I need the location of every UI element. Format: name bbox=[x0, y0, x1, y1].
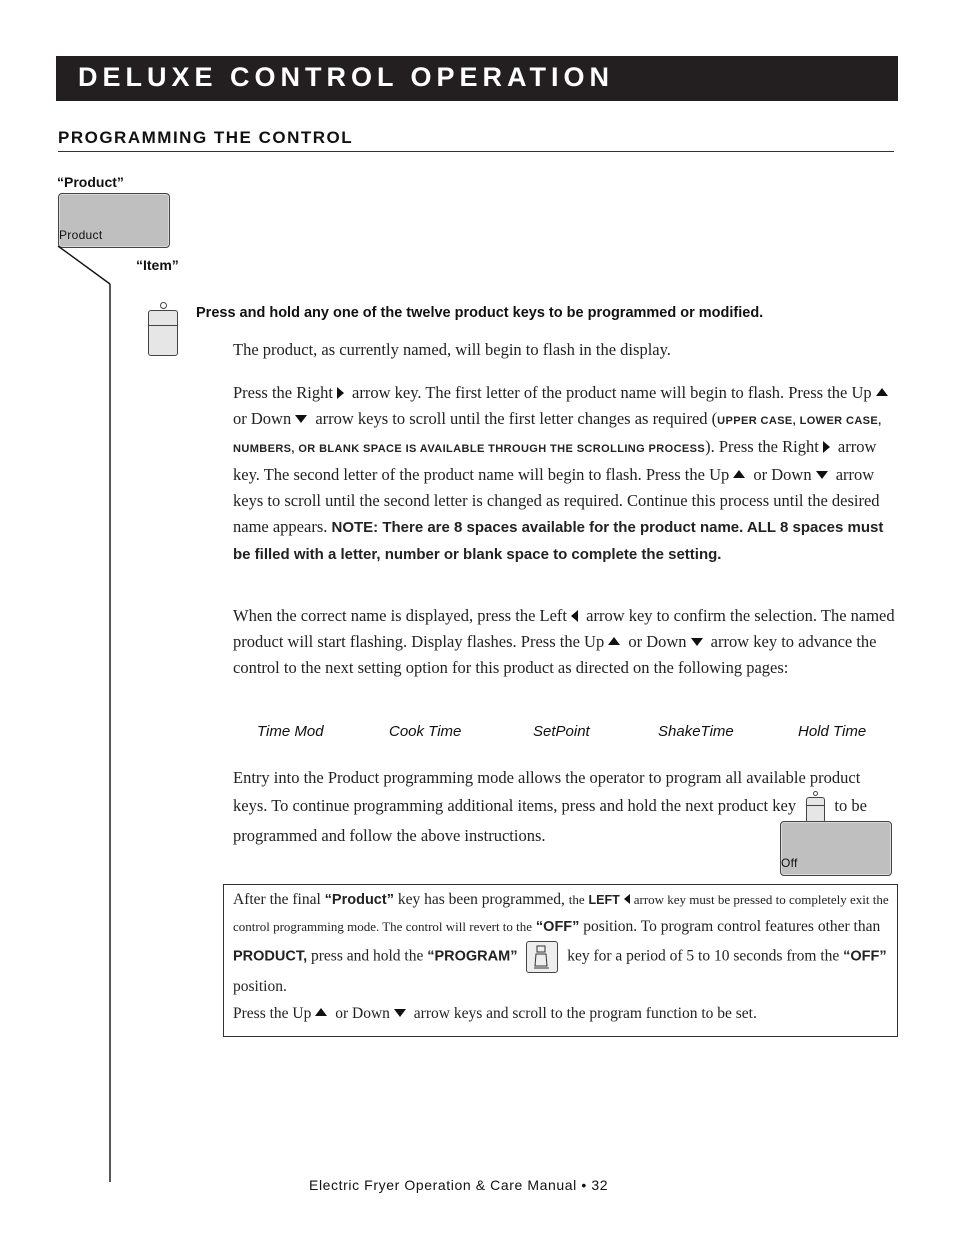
product-key-icon bbox=[147, 302, 179, 356]
note-text: After the final “Product” key has been programmed, the LEFT arrow key must be pressed to completely exit the control programming mode. The control will revert to the “OFF” position. To program control features other than PRODUCT, press and hold the “PROGRAM” key for a period of 5 to 10 seconds from the “OFF” position. bbox=[233, 891, 889, 995]
left-arrow-icon bbox=[571, 610, 578, 622]
left-arrow-icon bbox=[624, 894, 630, 904]
down-arrow-icon bbox=[394, 1009, 406, 1017]
flow-connector bbox=[56, 246, 116, 1186]
item-label: “Item” bbox=[136, 257, 179, 273]
up-arrow-icon bbox=[315, 1008, 327, 1016]
up-arrow-icon bbox=[876, 388, 888, 396]
program-key-icon bbox=[525, 940, 559, 974]
right-arrow-icon bbox=[823, 441, 830, 453]
page-title: DELUXE CONTROL OPERATION bbox=[78, 62, 615, 92]
product-display-text: Product bbox=[59, 228, 103, 242]
fryer-basket-icon bbox=[533, 945, 551, 969]
name-length-note: NOTE: There are 8 spaces available for the product name. ALL 8 spaces must be filled with a letter, number or blank space to complete the setting. bbox=[233, 519, 884, 563]
paragraph-scroll-letters: Press the Right arrow key. The first letter of the product name will begin to flash. Press the Up or Down arrow keys to scroll until the first letter changes as required (UPPER CASE, LOWER CASE, NUMBERS, OR BLANK SPACE IS AVAILABLE THROUGH THE SCROLLING PROCESS). Press the Right arrow key. The second letter of the product name will begin to flash. Press the Up or Down arrow keys to scroll until the second letter is changed as required. Continue this process until the desired name appears. NOTE: There are 8 spaces available for the product name. ALL 8 spaces must be filled with a letter, number or blank space to complete the setting. bbox=[233, 380, 897, 568]
note-scroll-text: Press the Up or Down arrow keys and scroll to the program function to be set. bbox=[233, 1005, 757, 1022]
setting-options bbox=[0, 723, 954, 743]
product-display bbox=[58, 193, 170, 248]
product-label: “Product” bbox=[57, 174, 124, 190]
header-bar bbox=[56, 56, 898, 101]
product-key-icon bbox=[804, 791, 826, 823]
option-hold-time: Hold Time bbox=[798, 723, 867, 740]
scrolling-note: UPPER CASE, LOWER CASE, NUMBERS, OR BLANK SPACE IS AVAILABLE THROUGH THE SCROLLING PROCESS bbox=[233, 415, 882, 455]
exit-program-note bbox=[223, 884, 898, 1037]
down-arrow-icon bbox=[295, 415, 307, 423]
up-arrow-icon bbox=[608, 637, 620, 645]
paragraph-continue: Entry into the Product programming mode allows the operator to program all available product keys. To continue programming additional items, press and hold the next product key to be programmed and follow the above instructions. bbox=[233, 768, 867, 845]
paragraph-flash: The product, as currently named, will begin to flash in the display. bbox=[233, 340, 671, 359]
section-divider bbox=[58, 151, 894, 152]
up-arrow-icon bbox=[733, 470, 745, 478]
down-arrow-icon bbox=[816, 471, 828, 479]
down-arrow-icon bbox=[691, 638, 703, 646]
off-display-text: Off bbox=[781, 856, 798, 870]
option-time-mod: Time Mod bbox=[257, 723, 324, 740]
off-display bbox=[780, 821, 892, 876]
right-arrow-icon bbox=[337, 387, 344, 399]
section-title: PROGRAMMING THE CONTROL bbox=[58, 128, 354, 147]
option-shake-time: ShakeTime bbox=[658, 723, 734, 740]
paragraph-confirm: When the correct name is displayed, press the Left arrow key to confirm the selection. The named product will start flashing. Display flashes. Press the Up or Down arrow key to advance the control to the next setting option for this product as directed on the following pages: bbox=[233, 606, 895, 677]
option-setpoint: SetPoint bbox=[533, 723, 590, 740]
instruction-heading: Press and hold any one of the twelve product keys to be programmed or modified. bbox=[196, 305, 764, 321]
option-cook-time: Cook Time bbox=[389, 723, 462, 740]
page-footer: Electric Fryer Operation & Care Manual • 32 bbox=[309, 1177, 609, 1193]
